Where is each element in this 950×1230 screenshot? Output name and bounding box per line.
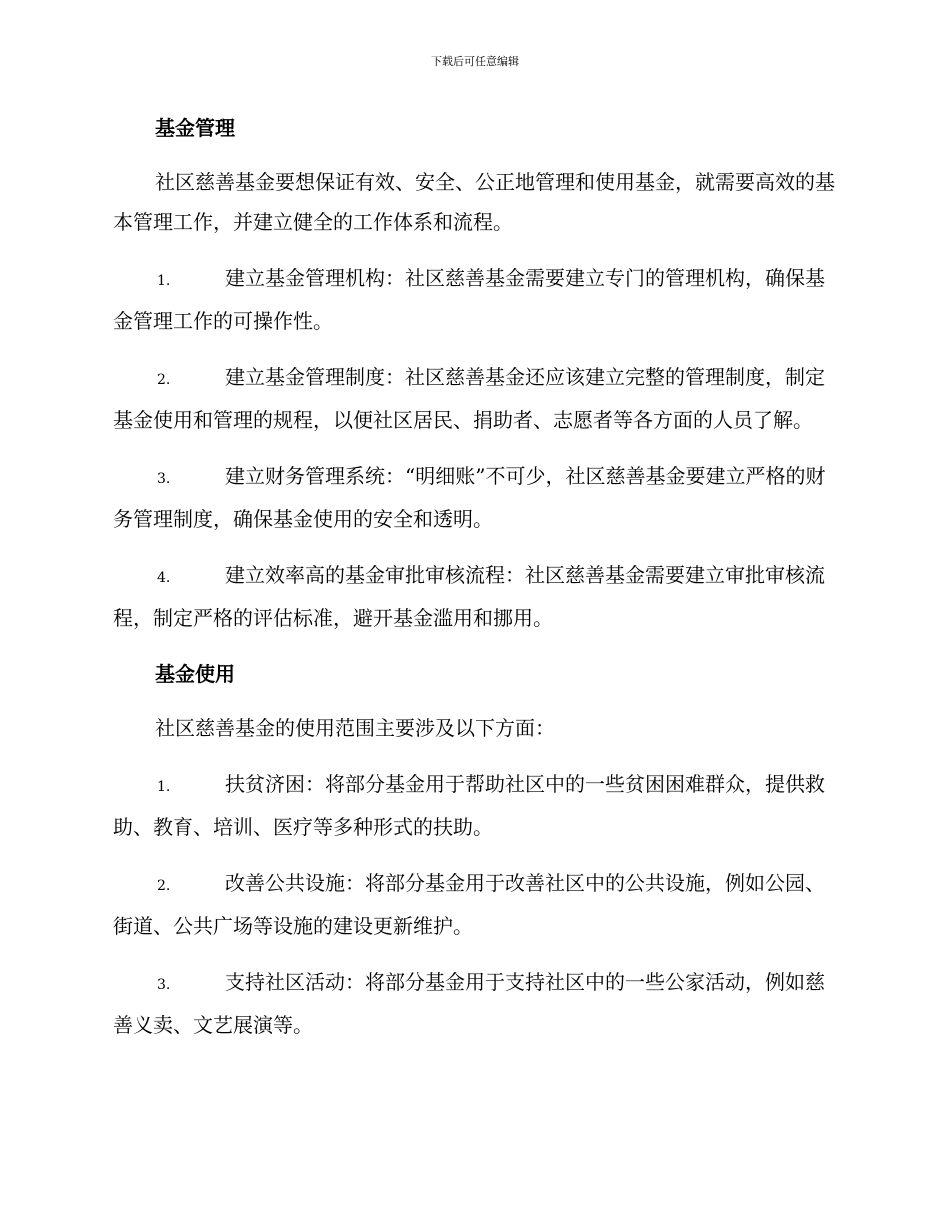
section-intro-paragraph: 社区慈善基金的使用范围主要涉及以下方面：	[155, 716, 555, 740]
list-item	[113, 258, 835, 341]
section-intro-paragraph: 社区慈善基金要想保证有效、安全、公正地管理和使用基金，就需要高效的基本管理工作，并建立健全的工作体系和流程。	[113, 170, 835, 234]
section-fund-usage	[113, 654, 835, 1045]
list-item-number: 1.	[157, 273, 171, 289]
list-item-number: 3.	[157, 977, 171, 993]
list-item-number: 1.	[157, 779, 171, 795]
list-item	[113, 962, 835, 1045]
list-item-text: 建立基金管理机构：社区慈善基金需要建立专门的管理机构，确保基金管理工作的可操作性。	[113, 266, 825, 333]
list-item-text: 建立效率高的基金审批审核流程：社区慈善基金需要建立审批审核流程，制定严格的评估标准，避开基金滥用和挪用。	[113, 563, 825, 630]
list-item-text: 建立基金管理制度：社区慈善基金还应该建立完整的管理制度，制定基金使用和管理的规程，以便社区居民、捐助者、志愿者等各方面的人员了解。	[113, 365, 825, 432]
list-item	[113, 555, 835, 638]
list-item-number: 3.	[157, 471, 171, 487]
list-item-number: 4.	[157, 570, 171, 586]
document-body	[113, 108, 835, 1061]
section-fund-management	[113, 108, 835, 638]
list-item-text: 建立财务管理系统：“明细账”不可少，社区慈善基金要建立严格的财务管理制度，确保基金使用的安全和透明。	[113, 464, 826, 531]
list-item	[113, 764, 835, 847]
list-item-number: 2.	[157, 372, 171, 388]
list-item	[113, 863, 835, 946]
list-item	[113, 357, 835, 440]
list-item-text: 支持社区活动：将部分基金用于支持社区中的一些公家活动，例如慈善义卖、文艺展演等。	[113, 970, 825, 1037]
list-item-number: 2.	[157, 878, 171, 894]
section-heading: 基金使用	[155, 662, 235, 686]
page-header: 下载后可任意编辑	[431, 55, 519, 68]
list-item-text: 改善公共设施：将部分基金用于改善社区中的公共设施，例如公园、街道、公共广场等设施的建设更新维护。	[113, 871, 825, 938]
list-item-text: 扶贫济困：将部分基金用于帮助社区中的一些贫困困难群众，提供救助、教育、培训、医疗等多种形式的扶助。	[113, 772, 825, 839]
list-item	[113, 456, 835, 539]
section-heading: 基金管理	[155, 116, 235, 140]
